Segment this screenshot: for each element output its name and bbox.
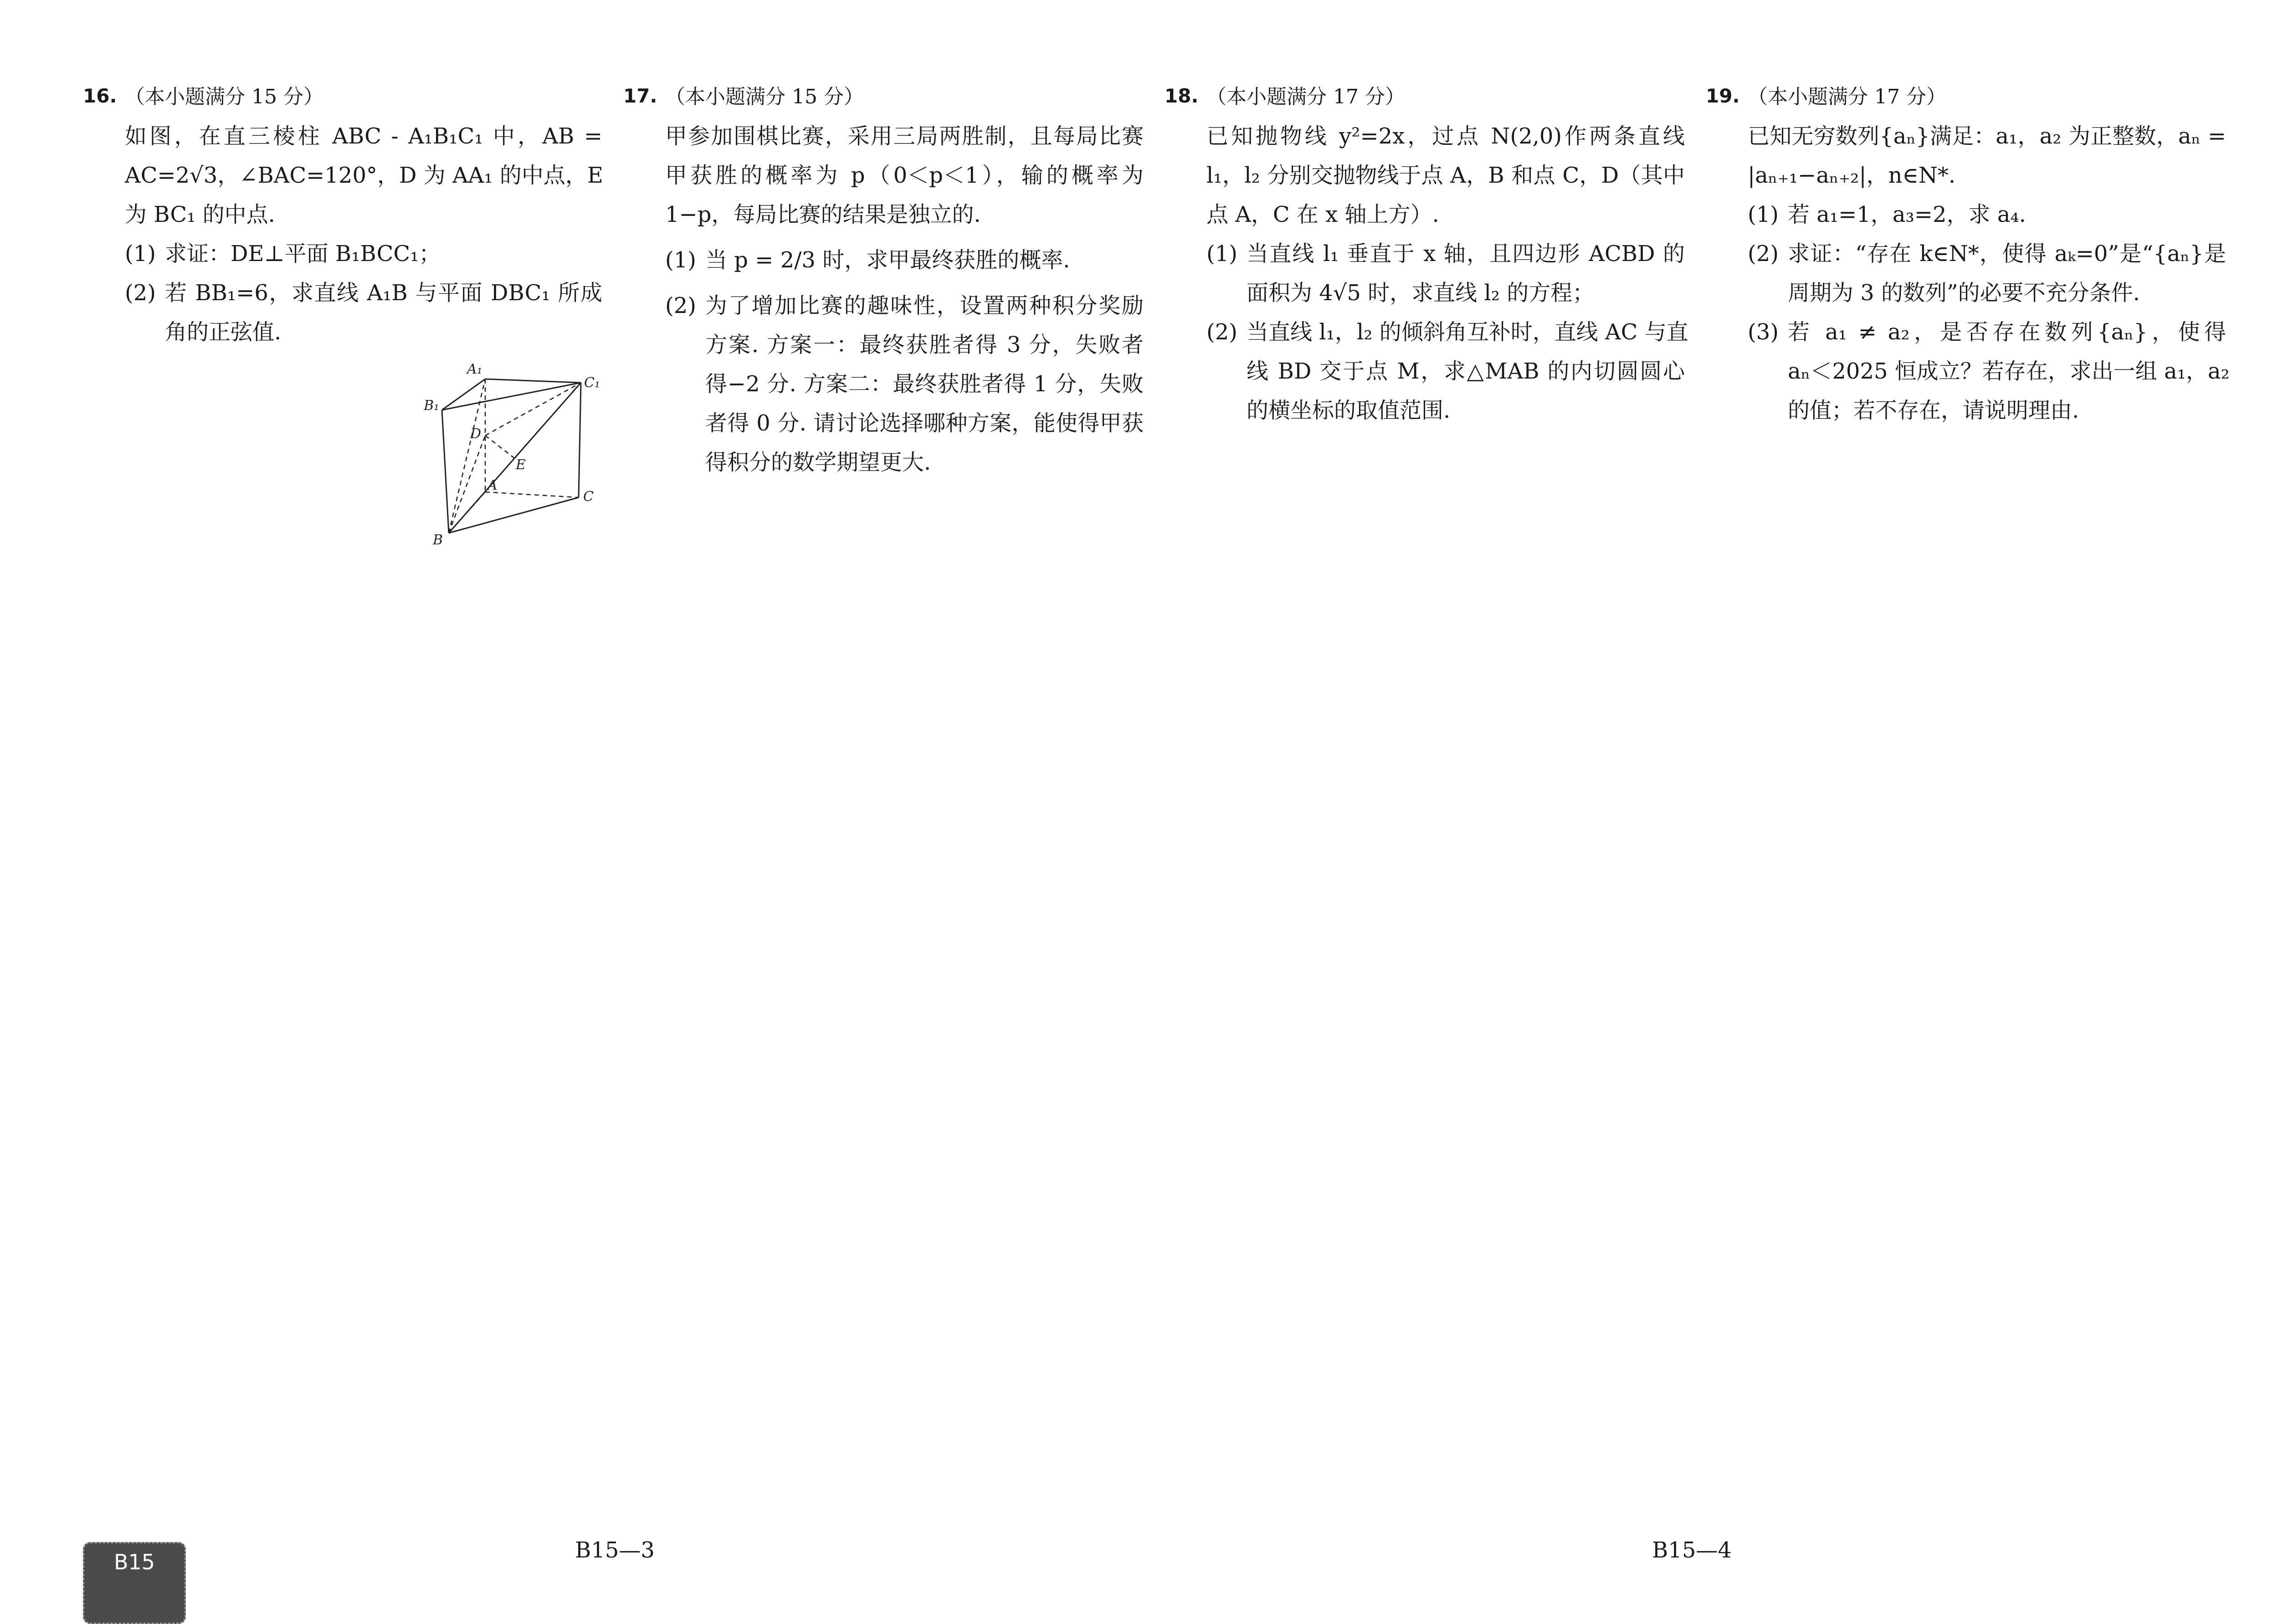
subquestion-line: 求证：DE⊥平面 B₁BCC₁；: [165, 241, 441, 266]
stem-line: 已知抛物线 y²=2x，过点 N(2,0)作两条直线: [1206, 123, 1685, 149]
label-d: D: [470, 426, 482, 442]
subquestion-line: 得积分的数学期望更大.: [705, 450, 931, 475]
subquestion-number: (1): [1206, 241, 1237, 266]
question-18: [1165, 77, 1688, 430]
subquestion-line: 角的正弦值.: [165, 319, 282, 345]
subquestion-1: [1706, 195, 2226, 234]
subquestion-line: aₙ＜2025 恒成立？若存在，求出一组 a₁，a₂: [1788, 359, 2230, 384]
subquestion-line: 的值；若不存在，请说明理由.: [1788, 398, 2079, 423]
question-header: [83, 77, 602, 117]
prism-diagram: [424, 360, 606, 556]
subquestion-3: [1706, 313, 2230, 430]
page-number-right: B15—4: [1652, 1537, 1732, 1563]
label-a: A: [487, 477, 498, 493]
subquestion-1: [83, 234, 602, 273]
subquestion-line: 线 BD 交于点 M，求△MAB 的内切圆圆心: [1247, 359, 1685, 384]
subquestion-line: 面积为 4√5 时，求直线 l₂ 的方程；: [1247, 280, 1595, 306]
subquestion-line: 当直线 l₁ 垂直于 x 轴，且四边形 ACBD 的: [1247, 241, 1685, 266]
subquestion-number: (2): [1748, 241, 1779, 266]
label-a1: A₁: [467, 361, 482, 377]
stem-line: 1−p，每局比赛的结果是独立的.: [665, 202, 981, 227]
stem-line: 为 BC₁ 的中点.: [125, 202, 275, 227]
prism-figure: [424, 360, 606, 556]
question-16: [83, 77, 602, 352]
subquestion-2: [623, 286, 1144, 482]
subquestion-line: 若 a₁=1，a₃=2，求 a₄.: [1788, 202, 2026, 227]
subquestion-line: 周期为 3 的数列”的必要不充分条件.: [1788, 280, 2140, 306]
stem-line: 甲获胜的概率为 p（0＜p＜1），输的概率为: [665, 163, 1144, 188]
stem-line: l₁，l₂ 分别交抛物线于点 A，B 和点 C，D（其中: [1206, 163, 1685, 188]
label-e: E: [516, 457, 526, 473]
stem-line: |aₙ₊₁−aₙ₊₂|，n∈N*.: [1748, 163, 1956, 188]
subquestion-number: (1): [125, 241, 156, 266]
subquestion-number: (1): [1748, 202, 1779, 227]
subquestion-line: 为了增加比赛的趣味性，设置两种积分奖励: [705, 293, 1144, 318]
question-number: 16.: [83, 85, 117, 107]
stem-line: 已知无穷数列{aₙ}满足：a₁，a₂ 为正整数，aₙ =: [1748, 123, 2226, 149]
question-number: 18.: [1165, 85, 1199, 107]
subquestion-line: 求证：“存在 k∈N*，使得 aₖ=0”是“{aₙ}是: [1788, 241, 2226, 266]
stem-line: AC=2√3，∠BAC=120°，D 为 AA₁ 的中点，E: [125, 163, 603, 188]
subquestion-1: [1165, 234, 1685, 313]
question-score: （本小题满分 17 分）: [1748, 85, 1946, 108]
subquestion-number: (2): [1206, 319, 1237, 345]
subquestion-line: 的横坐标的取值范围.: [1247, 398, 1451, 423]
subquestion-number: (3): [1748, 319, 1779, 345]
question-header: [1165, 77, 1685, 117]
question-header: [623, 77, 1144, 117]
stem-line: 如图，在直三棱柱 ABC - A₁B₁C₁ 中，AB =: [125, 123, 602, 149]
label-c: C: [583, 489, 594, 505]
subquestion-line: 当直线 l₁，l₂ 的倾斜角互补时，直线 AC 与直: [1247, 319, 1688, 345]
booklet-badge-label: B15: [113, 1550, 155, 1574]
subquestion-2: [83, 273, 602, 352]
subquestion-number: (2): [665, 293, 696, 318]
subquestion-number: (2): [125, 280, 156, 306]
question-19: [1706, 77, 2230, 430]
subquestion-number: (1): [665, 247, 696, 273]
page-number-left: B15—3: [575, 1537, 655, 1563]
subquestion-line: 当 p = 2/3 时，求甲最终获胜的概率.: [705, 247, 1070, 273]
booklet-badge: [83, 1542, 186, 1624]
question-header: [1706, 77, 2226, 117]
subquestion-line: 得−2 分. 方案二：最终获胜者得 1 分，失败: [705, 371, 1144, 397]
question-score: （本小题满分 15 分）: [125, 85, 323, 108]
subquestion-line: 方案. 方案一：最终获胜者得 3 分，失败者: [705, 332, 1144, 358]
stem-line: 点 A，C 在 x 轴上方）.: [1206, 202, 1439, 227]
subquestion-1: [623, 241, 1144, 280]
question-score: （本小题满分 17 分）: [1206, 85, 1405, 108]
subquestion-line: 若 BB₁=6，求直线 A₁B 与平面 DBC₁ 所成: [165, 280, 602, 306]
question-17: [623, 77, 1144, 482]
label-b1: B₁: [424, 398, 440, 414]
subquestion-2: [1706, 234, 2226, 313]
question-number: 17.: [623, 85, 657, 107]
subquestion-line: 若 a₁ ≠ a₂，是否存在数列{aₙ}，使得: [1788, 319, 2226, 345]
stem-line: 甲参加围棋比赛，采用三局两胜制，且每局比赛: [665, 123, 1144, 149]
question-number: 19.: [1706, 85, 1740, 107]
subquestion-2: [1165, 313, 1688, 430]
question-score: （本小题满分 15 分）: [665, 85, 864, 108]
label-c1: C₁: [584, 375, 600, 391]
subquestion-line: 者得 0 分. 请讨论选择哪种方案，能使得甲获: [705, 410, 1144, 436]
label-b: B: [433, 532, 443, 548]
